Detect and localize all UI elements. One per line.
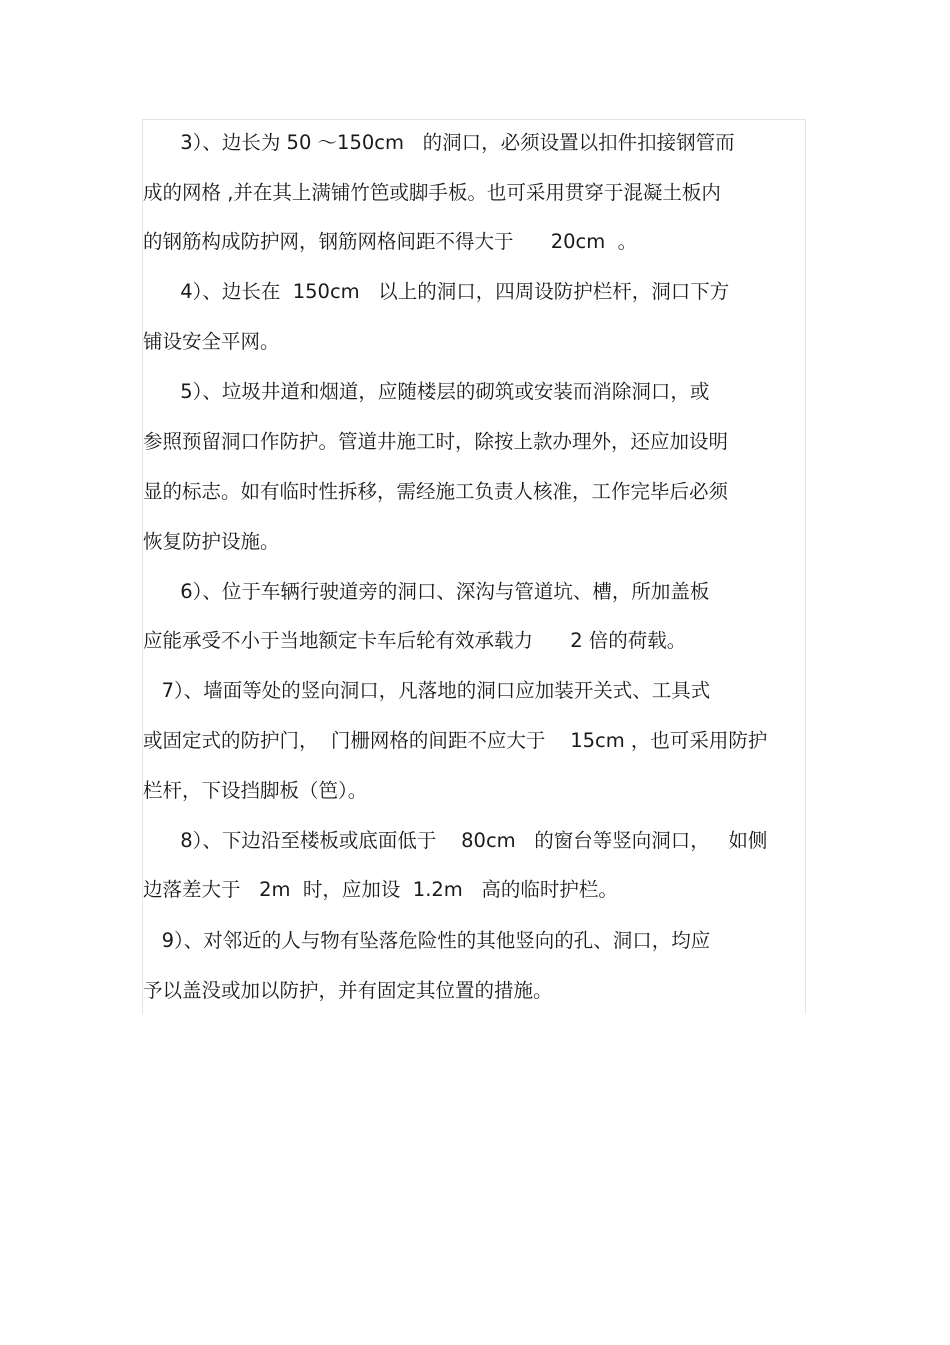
text-line: 9）、对邻近的人与物有坠落危险性的其他竖向的孔、洞口，均应 [143, 929, 711, 952]
text-line: 应能承受不小于当地额定卡车后轮有效承载力 2 倍的荷载。 [143, 629, 687, 652]
text-line: 参照预留洞口作防护。管道井施工时，除按上款办理外，还应加设明 [143, 430, 729, 453]
text-line: 成的网格 ,并在其上满铺竹笆或脚手板。也可采用贯穿于混凝土板内 [143, 181, 721, 204]
text-line: 或固定式的防护门， 门栅网格的间距不应大于 15cm ，也可采用防护 [143, 729, 768, 752]
text-line: 6）、位于车辆行驶道旁的洞口、深沟与管道坑、槽，所加盖板 [143, 580, 710, 603]
text-line: 7）、墙面等处的竖向洞口，凡落地的洞口应加装开关式、工具式 [143, 679, 711, 702]
text-line: 边落差大于 2m 时，应加设 1.2m 高的临时护栏。 [143, 878, 618, 901]
text-line: 5）、垃圾井道和烟道，应随楼层的砌筑或安装而消除洞口，或 [143, 380, 710, 403]
text-line: 恢复防护设施。 [143, 530, 280, 553]
text-line: 4）、边长在 150cm 以上的洞口，四周设防护栏杆，洞口下方 [143, 280, 730, 303]
text-line: 栏杆，下设挡脚板（笆）。 [143, 779, 368, 802]
text-line: 铺设安全平网。 [143, 330, 280, 353]
text-line: 显的标志。如有临时性拆移，需经施工负责人核准，工作完毕后必须 [143, 480, 729, 503]
text-line: 3）、边长为 50 ～150cm 的洞口，必须设置以扣件扣接钢管而 [143, 131, 735, 154]
text-line: 予以盖没或加以防护，并有固定其位置的措施。 [143, 979, 553, 1002]
text-line: 8）、下边沿至楼板或底面低于 80cm 的窗台等竖向洞口， 如侧 [143, 829, 768, 852]
text-line: 的钢筋构成防护网，钢筋网格间距不得大于 20cm 。 [143, 230, 638, 253]
